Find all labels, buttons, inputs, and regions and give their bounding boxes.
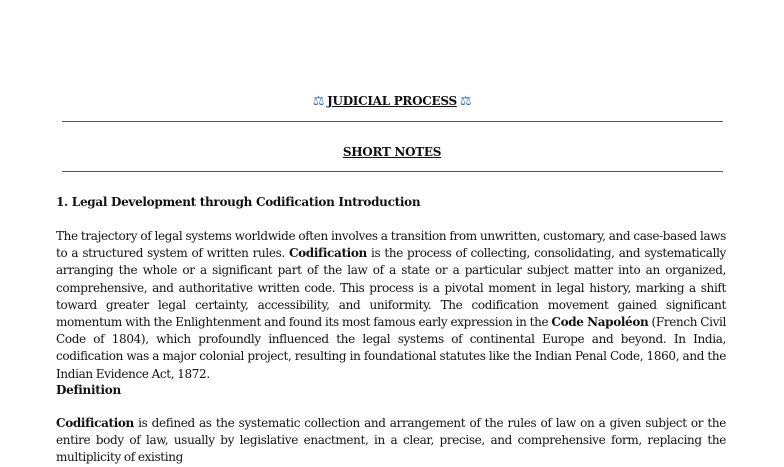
bold-term: Codification [288,246,367,261]
document-subtitle: SHORT NOTES [342,145,442,159]
horizontal-divider [62,171,723,172]
scales-icon: ⚖ [312,94,325,109]
body-paragraph [56,415,726,467]
section-heading: Definition [56,383,121,397]
paragraph-text: (French Civil Code of 1804), which profoundly influenced the legal systems of continental Europe and beyond. In India, codification was a major colonial project, resulting in foundational statutes like the Indian Penal Code, 1860, and the Indian Evidence Act, 1872. [56,315,726,381]
body-paragraph [56,228,726,383]
bold-term: Code Napoléon [551,315,649,330]
scales-icon: ⚖ [459,94,472,109]
section-heading: 1. Legal Development through Codification Introduction [56,195,421,209]
paragraph-text: is the process of collecting, consolidating, and systematically arranging the whole or a significant part of the law of a state or a particular subject matter into an organized, comprehensive, and authoritative written code. This process is a pivotal moment in legal history, marking a shift toward greater legal certainty, accessibility, and uniformity. The codification movement gained significant momentum with the Enlightenment and found its most famous early expression in the [56,246,726,330]
horizontal-divider [62,121,723,122]
document-title-text: JUDICIAL PROCESS [327,94,457,108]
bold-term: Codification [56,416,134,430]
document-title [0,94,784,109]
paragraph-text: is defined as the systematic collection and arrangement of the rules of law on a given subject or the entire body of law, usually by legislative enactment, in a clear, precise, and comprehensive form, replacing the multiplicity of existing [56,416,726,465]
paragraph-text: The trajectory of legal systems worldwide often involves a transition from unwritten, customary, and case-based laws to a structured system of written rules. [56,229,726,261]
